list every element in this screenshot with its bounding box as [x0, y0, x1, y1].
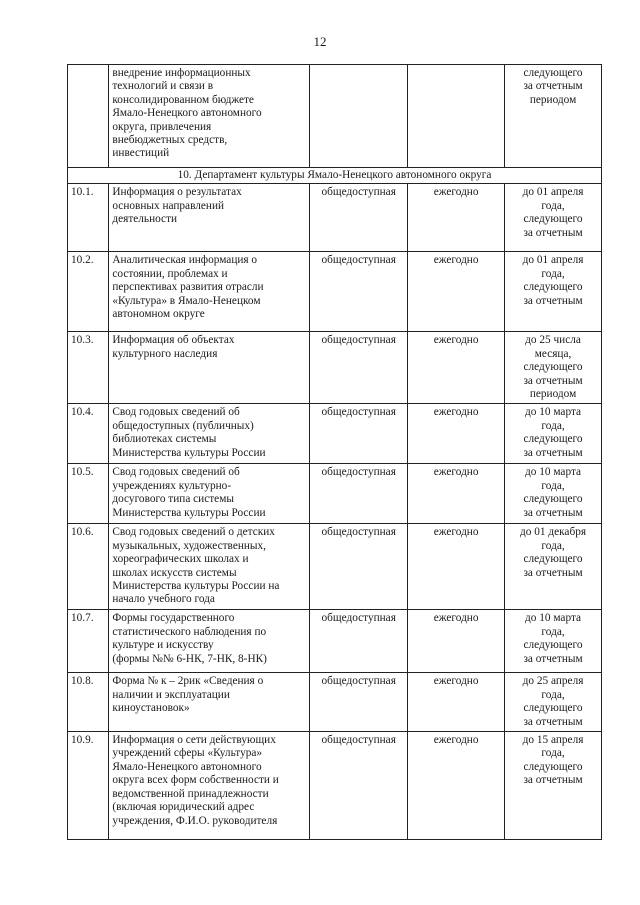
deadline-line: года, — [541, 688, 565, 701]
row-period: ежегодно — [408, 404, 505, 464]
table-row — [68, 332, 602, 404]
deadline-line: до 10 марта — [525, 466, 582, 479]
name-line: начало учебного года — [112, 593, 215, 606]
row-name — [109, 732, 310, 840]
name-line: (включая юридический адрес — [112, 801, 255, 814]
deadline-line: за отчетным — [523, 715, 583, 728]
deadline-line: следующего — [523, 433, 583, 446]
name-line: основных направлений — [112, 199, 225, 212]
row-period: ежегодно — [408, 524, 505, 610]
row-period: ежегодно — [408, 332, 505, 404]
name-line: деятельности — [112, 213, 178, 226]
deadline-line: за отчетным — [523, 374, 583, 387]
row-number: 10.5. — [68, 464, 109, 524]
name-line: технологий и связи в — [112, 80, 214, 93]
name-line: округа, привлечения — [112, 120, 212, 133]
name-line: киноустановок» — [112, 702, 190, 715]
deadline-line: за отчетным — [523, 294, 583, 307]
row-deadline — [505, 184, 602, 252]
name-line: Ямало-Ненецкого автономного — [112, 760, 262, 773]
deadline-line: следующего — [523, 281, 583, 294]
deadline-line: следующего — [523, 361, 583, 374]
row-number: 10.4. — [68, 404, 109, 464]
name-line: Министерства культуры России — [112, 446, 266, 459]
row-name — [109, 332, 310, 404]
row-period: ежегодно — [408, 673, 505, 732]
name-line: внебюджетных средств, — [112, 134, 228, 147]
deadline-line: следующего — [523, 702, 583, 715]
name-line: хореографических школах и — [112, 553, 249, 566]
deadline-line: за отчетным — [523, 774, 583, 787]
name-line: Свод годовых сведений об — [112, 406, 240, 419]
row-deadline — [505, 732, 602, 840]
row-period: ежегодно — [408, 732, 505, 840]
row-number: 10.6. — [68, 524, 109, 610]
deadline-line: до 01 апреля — [522, 186, 584, 199]
name-line: перспективах развития отрасли — [112, 281, 264, 294]
deadline-line: до 25 числа — [525, 334, 581, 347]
name-line: досугового типа системы — [112, 493, 234, 506]
deadline-line: следующего — [523, 493, 583, 506]
name-line: Министерства культуры России на — [112, 580, 280, 593]
name-line: автономном округе — [112, 308, 205, 321]
row-access: общедоступная — [310, 673, 408, 732]
row-deadline — [505, 524, 602, 610]
name-line: наличии и эксплуатации — [112, 688, 230, 701]
table-row — [68, 464, 602, 524]
deadline-line: следующего — [523, 67, 583, 79]
deadline-line: до 01 декабря — [520, 526, 587, 539]
name-line: (формы №№ 6-НК, 7-НК, 8-НК) — [112, 652, 267, 665]
deadline-line: года, — [541, 747, 565, 760]
deadline-line: периодом — [529, 388, 577, 401]
name-line: инвестиций — [112, 147, 170, 160]
row-name — [109, 464, 310, 524]
deadline-line: до 25 апреля — [522, 675, 584, 688]
row-number: 10.9. — [68, 732, 109, 840]
name-line: Министерства культуры России — [112, 506, 266, 519]
row-name — [109, 673, 310, 732]
deadline-line: следующего — [523, 553, 583, 566]
row-period: ежегодно — [408, 610, 505, 673]
disclosure-table — [67, 64, 602, 840]
name-line: учреждения, Ф.И.О. руководителя — [112, 814, 278, 827]
deadline-line: за отчетным — [523, 652, 583, 665]
name-line: библиотеках системы — [112, 433, 217, 446]
section-title: 10. Департамент культуры Ямало-Ненецкого автономного округа — [68, 168, 602, 184]
deadline-line: за отчетным — [523, 226, 583, 239]
name-line: учреждениях культурно- — [112, 479, 232, 492]
deadline-line: за отчетным — [523, 566, 583, 579]
deadline-line: следующего — [523, 760, 583, 773]
row-number: 10.3. — [68, 332, 109, 404]
row-name — [109, 184, 310, 252]
table-row — [68, 252, 602, 332]
name-line: Свод годовых сведений об — [112, 466, 240, 479]
table-row-continued — [68, 65, 602, 168]
row-name — [109, 524, 310, 610]
cell-name — [109, 65, 310, 168]
deadline-line: до 10 марта — [525, 612, 582, 625]
deadline-line: периодом — [529, 93, 577, 106]
name-line: учреждений сферы «Культура» — [112, 747, 263, 760]
name-line: Информация об объектах — [112, 334, 235, 347]
row-deadline — [505, 610, 602, 673]
cell-num — [68, 65, 109, 168]
name-line: культуре и искусству — [112, 639, 214, 652]
row-name — [109, 252, 310, 332]
name-line: Формы государственного — [112, 612, 235, 625]
cell-period — [408, 65, 505, 168]
table-row — [68, 524, 602, 610]
row-deadline — [505, 404, 602, 464]
row-period: ежегодно — [408, 184, 505, 252]
deadline-line: года, — [541, 199, 565, 212]
row-name — [109, 404, 310, 464]
name-line: Аналитическая информация о — [112, 254, 258, 267]
row-period: ежегодно — [408, 252, 505, 332]
row-number: 10.2. — [68, 252, 109, 332]
deadline-line: до 15 апреля — [522, 734, 584, 747]
row-access: общедоступная — [310, 332, 408, 404]
deadline-line: года, — [541, 625, 565, 638]
deadline-line: следующего — [523, 213, 583, 226]
name-line: общедоступных (публичных) — [112, 419, 254, 432]
deadline-line: до 01 апреля — [522, 254, 584, 267]
name-line: внедрение информационных — [112, 67, 251, 79]
row-number: 10.1. — [68, 184, 109, 252]
row-deadline — [505, 252, 602, 332]
cell-access — [310, 65, 408, 168]
row-access: общедоступная — [310, 184, 408, 252]
deadline-line: года, — [541, 539, 565, 552]
row-access: общедоступная — [310, 610, 408, 673]
row-deadline — [505, 464, 602, 524]
row-access: общедоступная — [310, 404, 408, 464]
cell-deadline — [505, 65, 602, 168]
deadline-line: года, — [541, 419, 565, 432]
table-row — [68, 673, 602, 732]
name-line: консолидированном бюджете — [112, 93, 254, 106]
name-line: ведомственной принадлежности — [112, 787, 269, 800]
name-line: Информация о сети действующих — [112, 734, 276, 747]
deadline-line: следующего — [523, 639, 583, 652]
name-line: Форма № к – 2рик «Сведения о — [112, 675, 264, 688]
row-deadline — [505, 673, 602, 732]
deadline-line: за отчетным — [523, 446, 583, 459]
row-access: общедоступная — [310, 524, 408, 610]
row-period: ежегодно — [408, 464, 505, 524]
row-access: общедоступная — [310, 252, 408, 332]
section-heading-row — [68, 168, 602, 184]
name-line: округа всех форм собственности и — [112, 774, 279, 787]
name-line: статистического наблюдения по — [112, 625, 267, 638]
deadline-line: за отчетным — [523, 506, 583, 519]
name-line: Ямало-Ненецкого автономного — [112, 107, 262, 120]
table-row — [68, 610, 602, 673]
deadline-line: за отчетным — [523, 80, 583, 93]
name-line: «Культура» в Ямало-Ненецком — [112, 294, 261, 307]
name-line: музыкальных, художественных, — [112, 539, 266, 552]
name-line: Информация о результатах — [112, 186, 242, 199]
row-access: общедоступная — [310, 464, 408, 524]
name-line: культурного наследия — [112, 347, 218, 360]
deadline-line: месяца, — [534, 347, 572, 360]
row-number: 10.8. — [68, 673, 109, 732]
name-line: Свод годовых сведений о детских — [112, 526, 275, 539]
name-line: состоянии, проблемах и — [112, 267, 228, 280]
deadline-line: года, — [541, 479, 565, 492]
deadline-line: до 10 марта — [525, 406, 582, 419]
table-row — [68, 184, 602, 252]
name-line: школах искусств системы — [112, 566, 237, 579]
row-number: 10.7. — [68, 610, 109, 673]
row-deadline — [505, 332, 602, 404]
page-number: 12 — [313, 34, 327, 49]
row-name — [109, 610, 310, 673]
row-access: общедоступная — [310, 732, 408, 840]
table-row — [68, 404, 602, 464]
deadline-line: года, — [541, 267, 565, 280]
table-row — [68, 732, 602, 840]
